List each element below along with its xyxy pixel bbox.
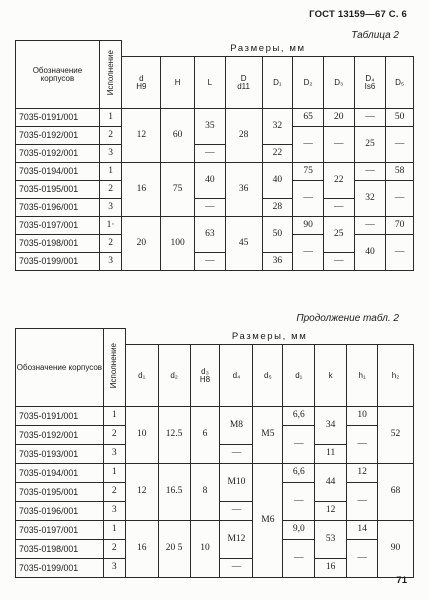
size-banner: Размеры, мм xyxy=(125,329,413,345)
table-row: 7035-0196/001 3 — 28 — xyxy=(16,199,414,217)
col-d4: d₄ xyxy=(220,345,253,407)
dimensions-table-2 xyxy=(15,328,414,578)
table-row: 7035-0198/001 2 — 40 — xyxy=(16,235,414,253)
table-row: 7035-0194/001 1 16 75 40 36 40 75 22 — 58 xyxy=(16,163,414,181)
table-row: 7035-0192/001 2 — — 25 — xyxy=(16,127,414,145)
table-row: 7035-0197/001 1 16 20 5 10 M12 9,0 53 14 90 xyxy=(16,521,414,540)
col-D: D d11 xyxy=(225,57,262,109)
col-execution: Исполнение xyxy=(103,329,125,407)
table-row: 7035-0191/001 1 12 60 35 28 32 65 20 — 50 xyxy=(16,109,414,127)
size-banner: Размеры, мм xyxy=(122,41,414,57)
col-D2: D₂ xyxy=(293,57,324,109)
table-row: 7035-0191/001 1 10 12.5 6 M8 M5 6,6 34 10 52 xyxy=(16,407,414,426)
col-h2: h₂ xyxy=(378,345,414,407)
col-L: L xyxy=(195,57,226,109)
standard-header: ГОСТ 13159—67 С. 6 xyxy=(309,9,407,20)
table-caption: Таблица 2 xyxy=(351,30,399,41)
col-H: H xyxy=(161,57,195,109)
col-d2: d₂ xyxy=(158,345,190,407)
table-row: 7035-0198/001 2 — — xyxy=(16,540,414,559)
col-d3: d₃ H8 xyxy=(190,345,220,407)
table-row: 7035-0199/001 3 — 16 xyxy=(16,559,414,578)
page-number: 71 xyxy=(396,575,407,586)
continuation-caption: Продолжение табл. 2 xyxy=(296,313,399,324)
table-row: 7035-0192/001 3 — 22 xyxy=(16,145,414,163)
table-row: 7035-0197/001 1· 20 100 63 45 50 90 25 — 70 xyxy=(16,217,414,235)
dimensions-table-1 xyxy=(15,40,414,271)
col-D1: D₁ xyxy=(262,57,293,109)
col-d6: d₁ xyxy=(283,345,315,407)
col-designation: Обозначение корпусов xyxy=(16,41,100,109)
table-row: 7035-0192/001 2 — — xyxy=(16,426,414,445)
col-designation: Обозначение корпусов xyxy=(16,329,104,407)
table-row: 7035-0193/001 3 — 11 xyxy=(16,445,414,464)
col-D5: D₅ xyxy=(386,57,414,109)
col-execution: Исполнение xyxy=(99,41,122,109)
col-d1: d₁ xyxy=(125,345,158,407)
col-d5: d₅ xyxy=(253,345,283,407)
table-row: 7035-0199/001 3 — 36 — xyxy=(16,253,414,271)
col-D3: D₃ xyxy=(323,57,354,109)
table-row: 7035-0194/001 1 12 16.5 8 M10 M6 6,6 44 12 68 xyxy=(16,464,414,483)
table-row: 7035-0196/001 3 — 12 xyxy=(16,502,414,521)
col-h1: h₁ xyxy=(347,345,378,407)
col-d: d H9 xyxy=(122,57,161,109)
table-row: 7035-0195/001 2 — — xyxy=(16,483,414,502)
col-k: k xyxy=(315,345,347,407)
col-D4: D₄ Is6 xyxy=(354,57,386,109)
table-row: 7035-0195/001 2 — 32 — xyxy=(16,181,414,199)
